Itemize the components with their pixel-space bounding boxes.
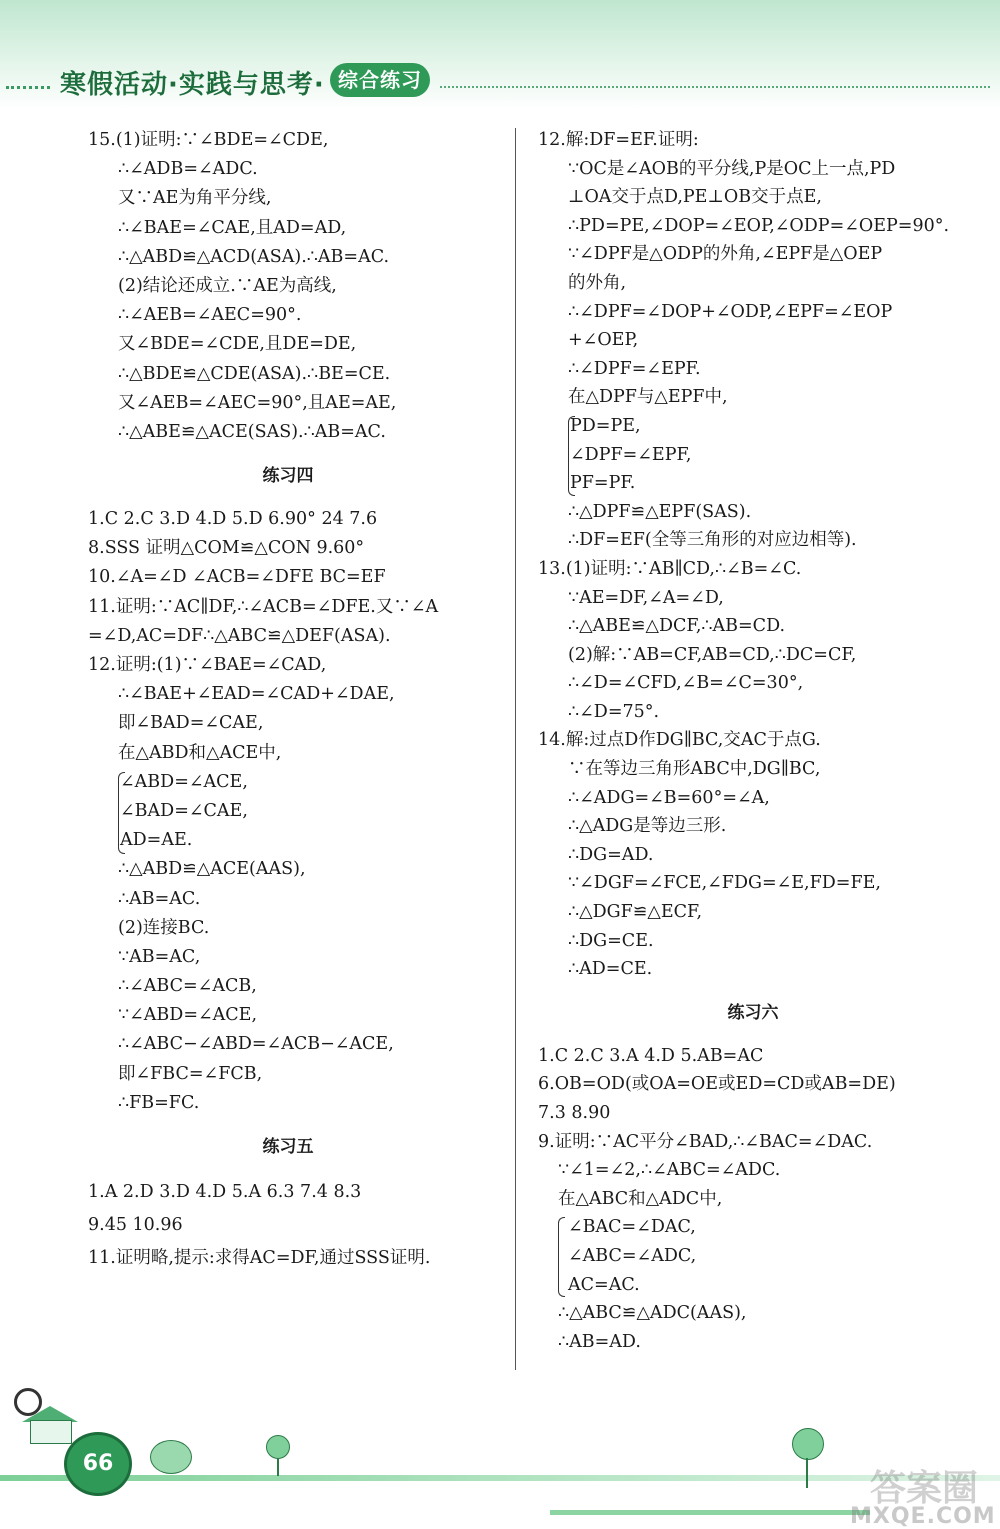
answer-line: ∵AB=AC, [118,946,201,967]
left-block-a [88,126,508,447]
answer-line: ∴∠DPF=∠DOP+∠ODP,∠EPF=∠EOP [568,301,893,322]
answer-line: ∴∠ADB=∠ADC. [118,159,258,180]
section-title-5: 练习五 [262,1137,314,1157]
answer-line: ∵∠DPF是△ODP的外角,∠EPF是△OEP [568,244,883,265]
answer-line: 在△ABD和△ACE中, [118,742,282,763]
brace-group-1 [88,768,508,856]
answer-line: ∵∠DGF=∠FCE,∠FDG=∠E,FD=FE, [568,873,881,894]
brace-line: PD=PE, [570,415,641,436]
answer-line: 11.证明:∵AC∥DF,∴∠ACB=∠DFE.又∵∠A [88,596,439,617]
answer-line: (2)解:∵AB=CF,AB=CD,∴DC=CF, [568,644,857,665]
cartoon-critter-icon [150,1440,192,1474]
ground-strip-lower [550,1510,870,1515]
answer-line: 10.∠A=∠D ∠ACB=∠DFE BC=EF [88,567,386,588]
answer-line: 又∠BDE=∠CDE,且DE=DE, [118,334,357,355]
brace-mark [118,772,125,854]
answer-line: ∵∠1=∠2,∴∠ABC=∠ADC. [558,1160,781,1181]
answer-line: 8.SSS 证明△COM≌△CON 9.60° [88,538,365,559]
right-block-b [538,498,968,984]
answer-line: (2)连接BC. [118,917,210,938]
brace-line: ∠ABC=∠ADC, [568,1245,697,1266]
answer-line: ∴△ADG是等边三形. [568,816,727,837]
tree-icon [266,1435,290,1459]
brace-line: ∠BAD=∠CAE, [120,800,248,821]
header-title-sep2: · [313,70,325,100]
right-column [538,126,968,1356]
brace-line: ∠BAC=∠DAC, [568,1217,696,1238]
right-block-a [538,126,968,412]
answer-line: ⊥OA交于点D,PE⊥OB交于点E, [568,187,822,208]
answer-line: ∴∠ADG=∠B=60°=∠A, [568,787,770,808]
answer-line: ∴DG=AD. [568,844,654,865]
answer-line: ∴△ABC≌△ADC(AAS), [558,1303,747,1324]
left-block-b [88,505,508,768]
answer-line: =∠D,AC=DF∴△ABC≌△DEF(ASA). [88,625,391,646]
page-number: 66 [64,1432,132,1496]
page-footer [0,1370,1000,1529]
section-title-6: 练习六 [727,1002,779,1023]
answer-line: ∴∠BAE=∠CAE,且AD=AD, [118,217,347,238]
answer-line: 1.A 2.D 3.D 4.D 5.A 6.3 7.4 8.3 [88,1182,362,1202]
answer-line: 1.C 2.C 3.D 4.D 5.D 6.90° 24 7.6 [88,509,378,530]
ground-strip [0,1475,1000,1481]
answer-line: 9.45 10.96 [88,1215,183,1235]
answer-line: 9.证明:∵AC平分∠BAD,∴∠BAC=∠DAC. [538,1131,873,1152]
brace-mark [558,1217,565,1297]
answer-line: 1.C 2.C 3.A 4.D 5.AB=AC [538,1045,764,1066]
answer-line: 15.(1)证明:∵∠BDE=∠CDE, [88,130,329,150]
answer-line: ∴△ABE≌△ACE(SAS).∴AB=AC. [118,421,386,442]
tree-trunk [277,1458,279,1476]
answer-line: ∴AB=AC. [118,888,201,909]
answer-line: ∴AD=CE. [568,959,653,980]
header-dots-left [6,86,50,89]
house-icon [30,1420,72,1444]
answer-line: 14.解:过点D作DG∥BC,交AC于点G. [538,730,821,751]
answer-line: ∵∠ABD=∠ACE, [118,1005,258,1026]
answer-line: ∴∠ABC=∠ACB, [118,976,257,997]
page-header [0,58,1000,104]
header-title-main: 寒假活动 [60,70,169,100]
answer-line: 12.证明:(1)∵∠BAE=∠CAD, [88,655,327,675]
answer-line: 即∠BAD=∠CAE, [118,713,264,734]
tree-icon [792,1428,824,1460]
answer-line: ∴∠DPF=∠EPF. [568,358,701,379]
section-title-4: 练习四 [262,466,314,487]
answer-line: 又∠AEB=∠AEC=90°,且AE=AE, [118,392,397,413]
watermark-logo: 答案圈 [870,1468,979,1509]
header-title [60,64,325,101]
answer-line: ∴∠ABC−∠ABD=∠ACB−∠ACE, [118,1034,394,1055]
watermark-url: MXQE.COM [850,1504,996,1529]
answer-line: ∴△BDE≌△CDE(ASA).∴BE=CE. [118,363,391,384]
left-block-c [88,855,508,1118]
brace-group-3 [538,1213,968,1299]
answer-line: ∵在等边三角形ABC中,DG∥BC, [568,759,821,780]
answer-line: ∵OC是∠AOB的平分线,P是OC上一点,PD [568,158,896,179]
answer-line: ∴△DGF≌△ECF, [568,902,703,923]
header-badge: 综合练习 [330,63,430,97]
answer-line: ∴AB=AD. [558,1331,641,1352]
answer-line: ∵AE=DF,∠A=∠D, [568,587,724,608]
answer-line: 即∠FBC=∠FCB, [118,1063,263,1084]
answer-line: 又∵AE为角平分线, [118,188,272,209]
answer-line: 的外角, [568,272,627,293]
brace-line: ∠DPF=∠EPF, [570,444,692,465]
brace-line: AC=AC. [568,1274,640,1295]
brace-line: ∠ABD=∠ACE, [120,771,248,792]
header-title-sep: · [168,70,179,100]
brace-group-2 [538,412,968,498]
header-title-sub: 实践与思考 [178,70,314,100]
answer-line: ∴PD=PE,∠DOP=∠EOP,∠ODP=∠OEP=90°. [568,215,950,236]
right-block-d [538,1299,968,1356]
answer-line: ∴∠D=75°. [568,701,660,722]
answer-line: ∴DF=EF(全等三角形的对应边相等). [568,530,857,551]
answer-line: 13.(1)证明:∵AB∥CD,∴∠B=∠C. [538,558,802,579]
answer-line: 12.解:DF=EF.证明: [538,130,699,150]
answer-line: +∠OEP, [568,330,639,351]
column-divider [515,128,516,1370]
brace-line: AD=AE. [120,830,193,851]
answer-line: ∴∠D=∠CFD,∠B=∠C=30°, [568,673,804,694]
left-column [88,126,508,1275]
answer-line: 7.3 8.90 [538,1103,611,1123]
answer-line: 在△DPF与△EPF中, [568,387,728,408]
answer-line: ∴FB=FC. [118,1092,200,1113]
left-block-d [88,1176,508,1275]
answer-line: ∴△ABD≌△ACE(AAS), [118,859,306,880]
answer-line: 在△ABC和△ADC中, [558,1188,723,1209]
answer-line: ∴△DPF≌△EPF(SAS). [568,501,752,522]
answer-line: ∴∠AEB=∠AEC=90°. [118,305,302,326]
brace-line: PF=PF. [570,473,636,494]
answer-line: 6.OB=OD(或OA=OE或ED=CD或AB=DE) [538,1074,896,1095]
answer-line: 11.证明略,提示:求得AC=DF,通过SSS证明. [88,1248,431,1268]
answer-line: ∴△ABD≌△ACD(ASA).∴AB=AC. [118,246,390,267]
answer-line: (2)结论还成立.∵AE为高线, [118,275,337,296]
answer-line: ∴△ABE≌△DCF,∴AB=CD. [568,616,786,637]
right-block-c [538,1042,968,1214]
brace-mark [568,416,575,496]
answer-line: ∴∠BAE+∠EAD=∠CAD+∠DAE, [118,684,395,705]
tree-trunk [806,1458,808,1488]
header-dots-right [440,86,990,88]
answer-line: ∴DG=CE. [568,930,654,951]
